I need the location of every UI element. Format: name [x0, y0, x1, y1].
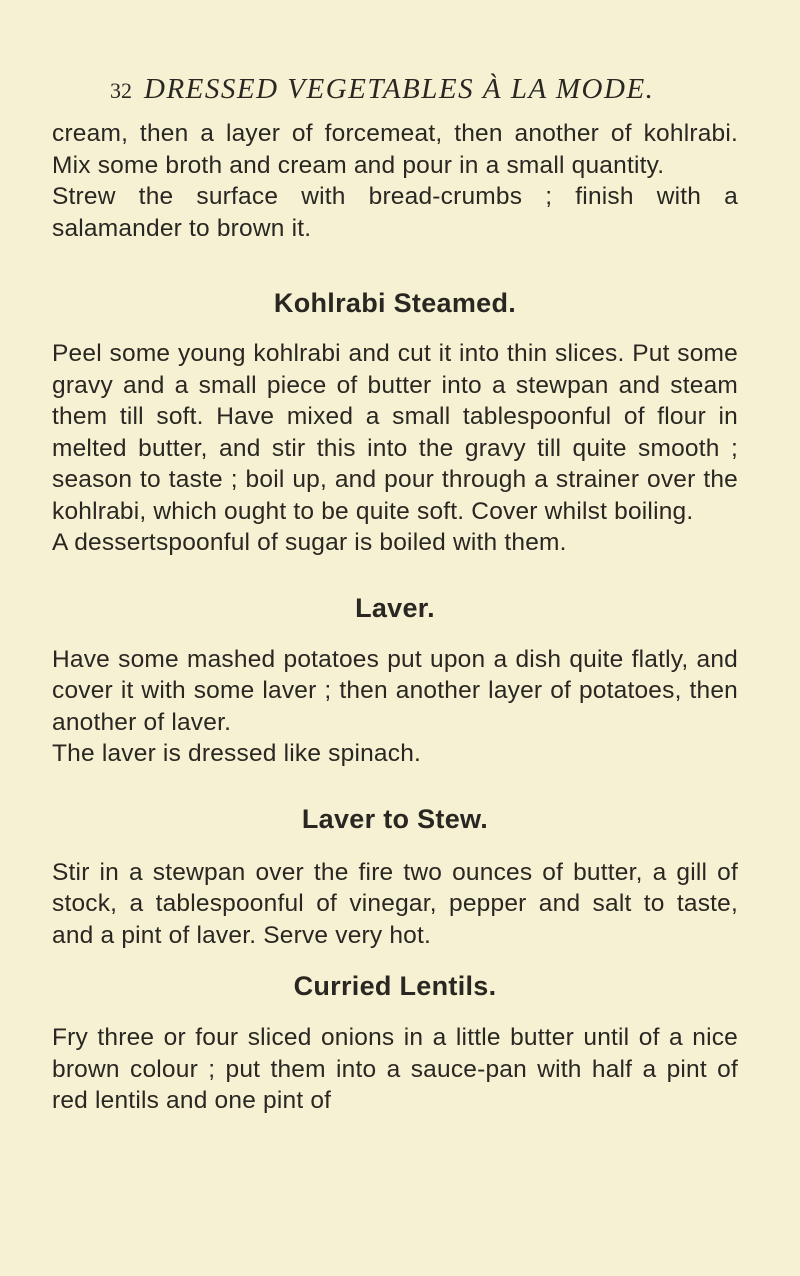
intro-paragraph-2: Strew the surface with bread-crumbs ; finish with a salamander to brown it. — [52, 183, 738, 242]
section-title-curried-lentils: Curried Lentils. — [293, 971, 497, 1001]
section-title-laver-to-stew: Laver to Stew. — [301, 803, 489, 834]
kohlrabi-paragraph-2: A dessertspoonful of sugar is boiled with them. — [52, 529, 567, 556]
laver-stew-paragraph: Stir in a stewpan over the fire two ounces of butter, a gill of stock, a tablespoonful of vinegar, pepper and salt to taste, and a pint of laver. Serve very hot. — [52, 858, 738, 949]
intro-paragraph: cream, then a layer of forcemeat, then another of kohlrabi. Mix some broth and cream and pour in a small quantity. — [52, 120, 738, 179]
laver-paragraph: Have some mashed potatoes put upon a dish quite flatly, and cover it with some laver ; then another layer of potatoes, then another of laver. — [52, 645, 738, 736]
running-head — [110, 72, 740, 108]
page-number: 32 — [110, 78, 132, 103]
kohlrabi-paragraph: Peel some young kohlrabi and cut it into thin slices. Put some gravy and a small piece of butter into a stewpan and steam them till soft. Have mixed a small tablespoonful of flour in melted butter, and stir this into the gravy till quite smooth ; season to taste ; boil up, and pour through a strainer over the kohlrabi, which ought to be quite soft. Cover whilst boiling. — [52, 340, 738, 525]
lentils-paragraph: Fry three or four sliced onions in a little butter until of a nice brown colour ; put them into a sauce-pan with half a pint of red lentils and one pint of — [52, 1024, 738, 1114]
page-body — [52, 118, 738, 1117]
running-title: DRESSED VEGETABLES À LA MODE. — [144, 73, 655, 105]
section-title-kohlrabi-steamed: Kohlrabi Steamed. — [273, 288, 517, 318]
section-title-laver: Laver. — [355, 592, 435, 623]
laver-paragraph-2: The laver is dressed like spinach. — [52, 740, 422, 767]
